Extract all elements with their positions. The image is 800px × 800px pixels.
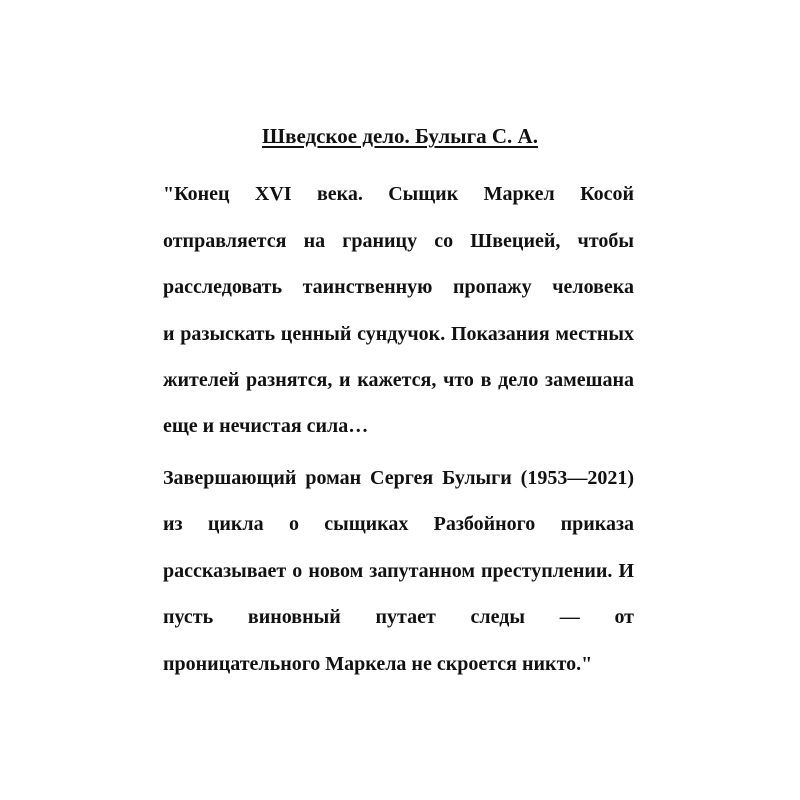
paragraph-2-line-4: пусть виновный путает следы — от (163, 606, 634, 628)
paragraph-1-line-6: еще и нечистая сила… (163, 415, 369, 437)
paragraph-2-line-3: рассказывает о новом запутанном преступлении. И (163, 560, 634, 582)
paragraph-2-line-1: Завершающий роман Сергея Булыги (1953—2021) (163, 467, 634, 489)
paragraph-2-line-2: из цикла о сыщиках Разбойного приказа (163, 513, 634, 535)
paragraph-1-line-1: "Конец XVI века. Сыщик Маркел Косой (163, 183, 634, 205)
paragraph-1-line-2: отправляется на границу со Швецией, чтобы (163, 230, 634, 252)
paragraph-1-line-5: жителей разнятся, и кажется, что в дело замешана (163, 369, 634, 391)
document-title: Шведское дело. Булыга С. А. (262, 124, 538, 148)
paragraph-1-line-4: и разыскать ценный сундучок. Показания местных (163, 323, 634, 345)
paragraph-2-line-5: проницательного Маркела не скроется никто." (163, 653, 593, 675)
paragraph-1-line-3: расследовать таинственную пропажу человека (163, 276, 634, 298)
